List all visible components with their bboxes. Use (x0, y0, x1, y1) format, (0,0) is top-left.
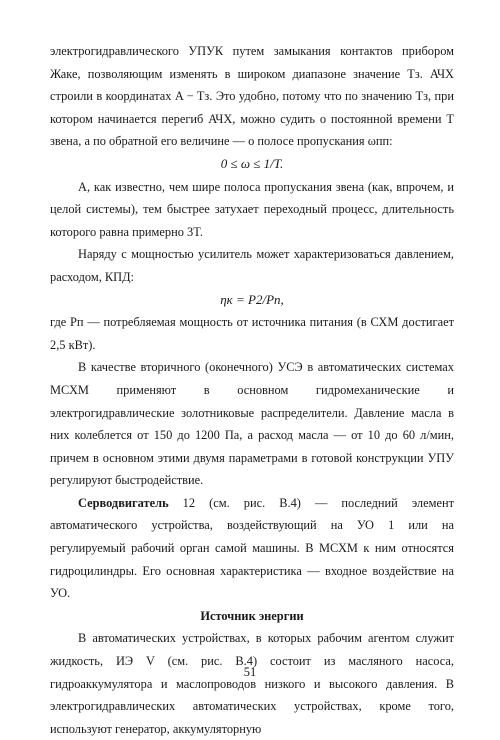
term-servomotor: Серводвигатель (78, 495, 169, 510)
paragraph-3: Наряду с мощностью усилитель может характеризоваться давлением, расходом, КПД: (50, 247, 454, 284)
formula-efficiency: ηк = P2/Pп, (220, 291, 284, 307)
section-title: Источник энергии (200, 608, 304, 623)
formula-bandwidth: 0 ≤ ω ≤ 1/T. (220, 155, 284, 171)
paragraph-7: В автоматических устройствах, в которых рабочим агентом служит жидкость, ИЭ V (см. рис. В.4) состоит из масляного насоса, гидроаккумулятора и маслопроводов низкого и высокого давления. В электрогидравлических автоматических устройствах, кроме того, используют генератор, аккумуляторную (50, 631, 454, 736)
page-number: 51 (243, 665, 257, 679)
page-body (50, 40, 454, 740)
paragraph-5: В качестве вторичного (оконечного) УСЭ в автоматических системах МСХМ применяют в основном гидромеханические и электрогидравлические золотниковые распределители. Давление масла в них колеблется от 150 до 1200 Па, а расход масла — от 10 до 60 л/мин, причем в основном этими двумя параметрами в готовой конструкции УПУ регулируют быстродействие. (50, 360, 454, 488)
paragraph-1: электрогидравлического УПУК путем замыкания контактов прибором Жаке, позволяющим изменять в широком диапазоне значение Tз. АЧХ строили в координатах A − Tз. Это удобно, потому что по значению Tз, при котором начинается перегиб АЧХ, можно судить о постоянной времени T звена, а по обратной его величине — о полосе пропускания ωпп: (50, 44, 454, 149)
paragraph-4: где Pп — потребляемая мощность от источника питания (в СХМ достигает 2,5 кВт). (50, 315, 454, 352)
paragraph-6 (50, 492, 454, 605)
paragraph-2: А, как известно, чем шире полоса пропускания звена (как, впрочем, и целой системы), тем быстрее затухает переходный процесс, длительность которого равна примерно 3T. (50, 179, 454, 239)
paragraph-6-text: 12 (см. рис. В.4) — последний элемент автоматического устройства, воздействующий на УО 1 или на регулируемый рабочий орган самой машины. В МСХМ к ним относятся гидроцилиндры. Его основная характеристика — входное воздействие на УО. (50, 495, 454, 601)
